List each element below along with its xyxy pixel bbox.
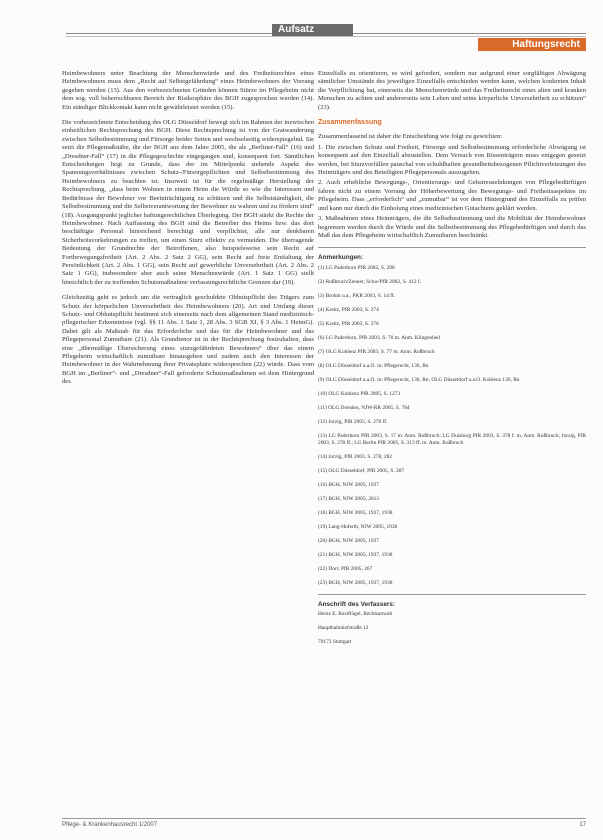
footnote: (12) Jorzig, PfR 2003, S. 278 ff. xyxy=(318,418,388,425)
author-line: 70173 Stuttgart xyxy=(318,639,352,646)
section-label-haftungsrecht: Haftungsrecht xyxy=(478,38,586,51)
author-heading: Anschrift des Verfassers: xyxy=(318,600,396,608)
footnote: (18) BGH, NJW 2005, 1937, 1938 xyxy=(318,509,393,516)
section-heading: Zusammenfassung xyxy=(318,119,382,127)
footnote: (23) BGH, NJW 2005, 1937, 1938 xyxy=(318,579,393,586)
section-label-aufsatz: Aufsatz xyxy=(272,24,353,36)
body-paragraph: Heimbewohners unter Beachtung der Menschenwürde und des Freiheitsrechtes eines Heimbewohners muss dem „Recht auf Selbstgefährdung“ eines Heimbewohners der Vorrang gegeben werden (13). Aus den vorbezeichneten Gründen können Stürze im Pflegeheim nicht dem sog. voll beherrschbaren Bereich der Risikosphäre des BGH zugesprochen werden (14). Ein ständiger Blickkontakt kann nicht gewährleistet werden (15). xyxy=(62,70,314,111)
page-number: 17 xyxy=(579,822,586,828)
footnote: (11) OLG Dresden, NJW-RR 2005, S. 784 xyxy=(318,404,410,411)
body-paragraph: Die vorbezeichnete Entscheidung des OLG Düsseldorf bewegt sich im Rahmen der inzwischen einheitlichen Rechtsprechung des BGH. Diese Rechtsprechung ist von der Gratwanderung zwischen Selbstbestimmung und Fürsorge beider Seiten und wechselseitig widerspiegelnd. Sie setzt die Pflegemaßstäbe, die der BGH aus dem Jahre 2005, die als „Berliner-Fall“ (16) und „Dresdner-Fall“ (17) in die Pflegegeschichte eingegangen sind, konsequent fort. Sämtlichen Entscheidungen liegt zu Grunde, dass der im Mittelpunkt stehende Aspekt des Spannungsverhältnisses zwischen Schutz-/Fürsorgepflichten und Selbstbestimmung des Heimbewohners zu beachten ist. Insoweit ist für die regelmäßige Herstellung der Rechtsprechung, „dass beim Wohnen in einem Heim die Würde so wie die Interessen und Bedürfnisse der Bewohner vor Beeinträchtigung zu schützen und die Selbstständigkeit, die Selbstbestimmung und die Selbstverantwortung der Bewohner zu wahren und zu fördern sind“ (18). Ausgangspunkt jeglicher haftungsrechtlichen Überlegung. Der BGH stärkt die Rechte der Heimbewohner. Nach Auffassung des BGH sind die Betreiber des Heims bzw. das dort beschäftigte Personal hinreichend berechtigt und verpflichtet, alle nur denkbaren Sicherheitsvorkehrungen zu treffen, um einen Sturz effektiv zu vermeiden. Die überragende Bedeutung der Grundrechte der Betroffenen, also beispielsweise sein Recht auf Fortbewegungsfreiheit (Art. 2 Abs. 2 Satz 2 GG), sein Recht auf freie Entfaltung der Persönlichkeit (Art. 2 Abs. 1 GG), sein Recht auf gewerbliche Unversehrtheit (Art. 2 Abs. 2 Satz 1 GG), insbesondere aber auch seine Menschenwürde (Art. 1 Satz 1 GG) stellt hinsichtlich der zu treffenden Schutzmaßnahme verfassungsrechtliche Grenzen dar (19). xyxy=(62,119,314,286)
header-rule-secondary xyxy=(66,36,586,37)
footnote: (19) Lang-Hoferth, NJW 2005, 1938 xyxy=(318,523,398,530)
footnote: (16) BGH, NJW 2005, 1937 xyxy=(318,481,379,488)
footnote: (2) Roßbruch/Zenner, Schw/PfR 2002, S. 412 f. xyxy=(318,278,422,285)
right-column xyxy=(318,70,586,653)
summary-point: 2. Auch erhebliche Bewegungs-, Orientierungs- und Gehstreuselnkungen von Pflegebedürftigen fahren nicht zu einem Vorrang der Höherbewertung des Bewegungs- und Freiheitsaspektes im Pflegeheim. Dass „erforderlich“ und „zumutbar“ ist vor dem Hintergrund des Einzelfalls zu prüfen und kann nur durch die Einholung eines medizinischen Gutachtens geklärt werden. xyxy=(318,179,586,212)
footnote: (9) OLG Düsseldorf a.a.O. in: Pflegerecht, 136, Rn; OLG Düsseldorf a.a.O. Koblenz 136, Rn xyxy=(318,376,520,383)
footnote: (3) Brohm u.a., PKR 2003, S. 14 ff. xyxy=(318,292,396,299)
footnote: (5) Kreitz, PfR 2003, S. 276 xyxy=(318,320,379,327)
footnote: (4) Kreitz, PfR 2003, S. 274 xyxy=(318,306,379,313)
summary-point: 1. Die zwischen Schutz und Freiheit, Fürsorge und Selbstbestimmung erforderliche Abwägung ist konsequent auf den Einzelfall abzustellen. Dem Versuch von Rissenträgern muss entgegen gesetzt werden, bei Sturzvorfällen pauschal von schuldhaften gesundheitsbezogenen Pflichtverletzungen des Heimträgers und des Beteiligten Pflegepersonals auszugehen. xyxy=(318,143,586,177)
footnote: (8) OLG Düsseldorf a.a.O. in: Pflegerecht, 136, Rn xyxy=(318,362,429,369)
page-footer xyxy=(62,822,586,832)
footnote: (22) Dorr, PfR 2005, 267 xyxy=(318,565,373,572)
footer-rule xyxy=(62,818,586,819)
author-line: Heinz E. Rustflügel, Rechtsanwalt xyxy=(318,611,393,618)
footnote: (13) LG Paderborn PfR 2003, S. 17 m. Anm. Roßbruch; LG Duisburg PfR 2003, S. 378 f. m. Anm. Roßbruch; Jorzig, PfR 2003, S. 278 ff.; LG Berlin PfR 2005, S. 313 ff. m. Anm. Roßbruch xyxy=(318,432,586,446)
footnote: (20) BGH, NJW 2005, 1937 xyxy=(318,537,379,544)
footnote: (7) OLG Koblenz PfR 2003, S. 77 m. Anm. Roßbruch xyxy=(318,348,435,355)
footnote: (6) LG Paderborn, PfR 2003, S. 70 m. Anm. Klingenbeil xyxy=(318,334,441,341)
summary-point: 3. Maßnahmen eines Heimträgers, die die Selbstbestimmung und die Mobilität der Heimbewohner begrenzen werden durch die Würde und die Selbstbestimmung des Pflegebedürftigen und durch das Maß das dem Pflegeheim wirtschaftlich Zumutbaren beschränkt. xyxy=(318,215,586,239)
body-paragraph: Einzelfalls zu orientieren, es wird gefordert, sondern nur aufgrund einer sorgfältigen Abwägung sämtlicher Umstände des jeweiligen Einzelfalls entschieden werden kann, welchen konkreten Inhalt die Verpflichtung hat, einerseits die Menschenwürde und das Freiheitsrecht eines alten und kranken Menschen zu achten und andererseits sein Leben und seine körperliche Unversehrtheit zu schützen“ (23). xyxy=(318,70,586,111)
footnote: (21) BGH, NJW 2005, 1937, 1938 xyxy=(318,551,393,558)
left-column xyxy=(62,70,314,394)
footnote: (1) LG Paderborn PfR 2002, S. 298 xyxy=(318,264,395,271)
body-paragraph: Gleichzeitig geht es jedoch um die vertraglich geschuldete Obhutspflicht des Trägers zum Schutz der körperlichen Unversehrtheit des Heimbewohners (20). Art und Umfang dieser Schutz- und Obhutspflicht bestimmt sich einerseits nach dem allgemeinen Stand medizinisch-pflegerischer Erkenntnisse (vgl. §§ 11 Abs. 1 Satz 1, 28 Abs. 3 SGB XI, § 3 Abs. 1 HeimG). Dabei gilt als Maßstab für das Erforderliche und das für die Heimbewohner und das Pflegepersonal Zumutbare (21). Als Grundtenor ist in der Rechtsprechung festzuhalten, dass eine „übermäßige Übersicherung eines sturzgefährdeten Bewohners“ über das einem Pflegeheim wirtschaftlich zumutbare hinausgehen und zudem auch den Interessen der Heimbewohner in der Wahrnehmung ihrer Privatsphäre widersprechen (22) würde. Dass vom BGH im „Berliner“- und „Dresdner“-Fall geforderte Schutzmaßnahmen sei dem Hintergrund des xyxy=(62,294,314,386)
author-divider xyxy=(318,594,586,595)
journal-issue: Pflege- & Krankenhausrecht 1/2007 xyxy=(62,822,158,828)
footnote: (15) OLG Düsseldorf, PfR 2005, S. 287 xyxy=(318,467,405,474)
footnote: (17) BGH, NJW 2005, 2613 xyxy=(318,495,379,502)
author-line: Hauptbahnhofstraße 12 xyxy=(318,625,369,632)
summary-intro: Zusammenfassend ist daher die Entscheidung wie folgt zu gewichten: xyxy=(318,133,503,141)
notes-list xyxy=(318,265,586,587)
footnote: (14) Jorzig, PfR 2003, S. 278, 282 xyxy=(318,453,392,460)
page-header xyxy=(0,0,603,54)
notes-heading: Anmerkungen: xyxy=(318,254,364,262)
footnote: (10) OLG Koblenz PfR 2005, S. 1273 xyxy=(318,390,401,397)
notes-divider xyxy=(318,247,586,248)
